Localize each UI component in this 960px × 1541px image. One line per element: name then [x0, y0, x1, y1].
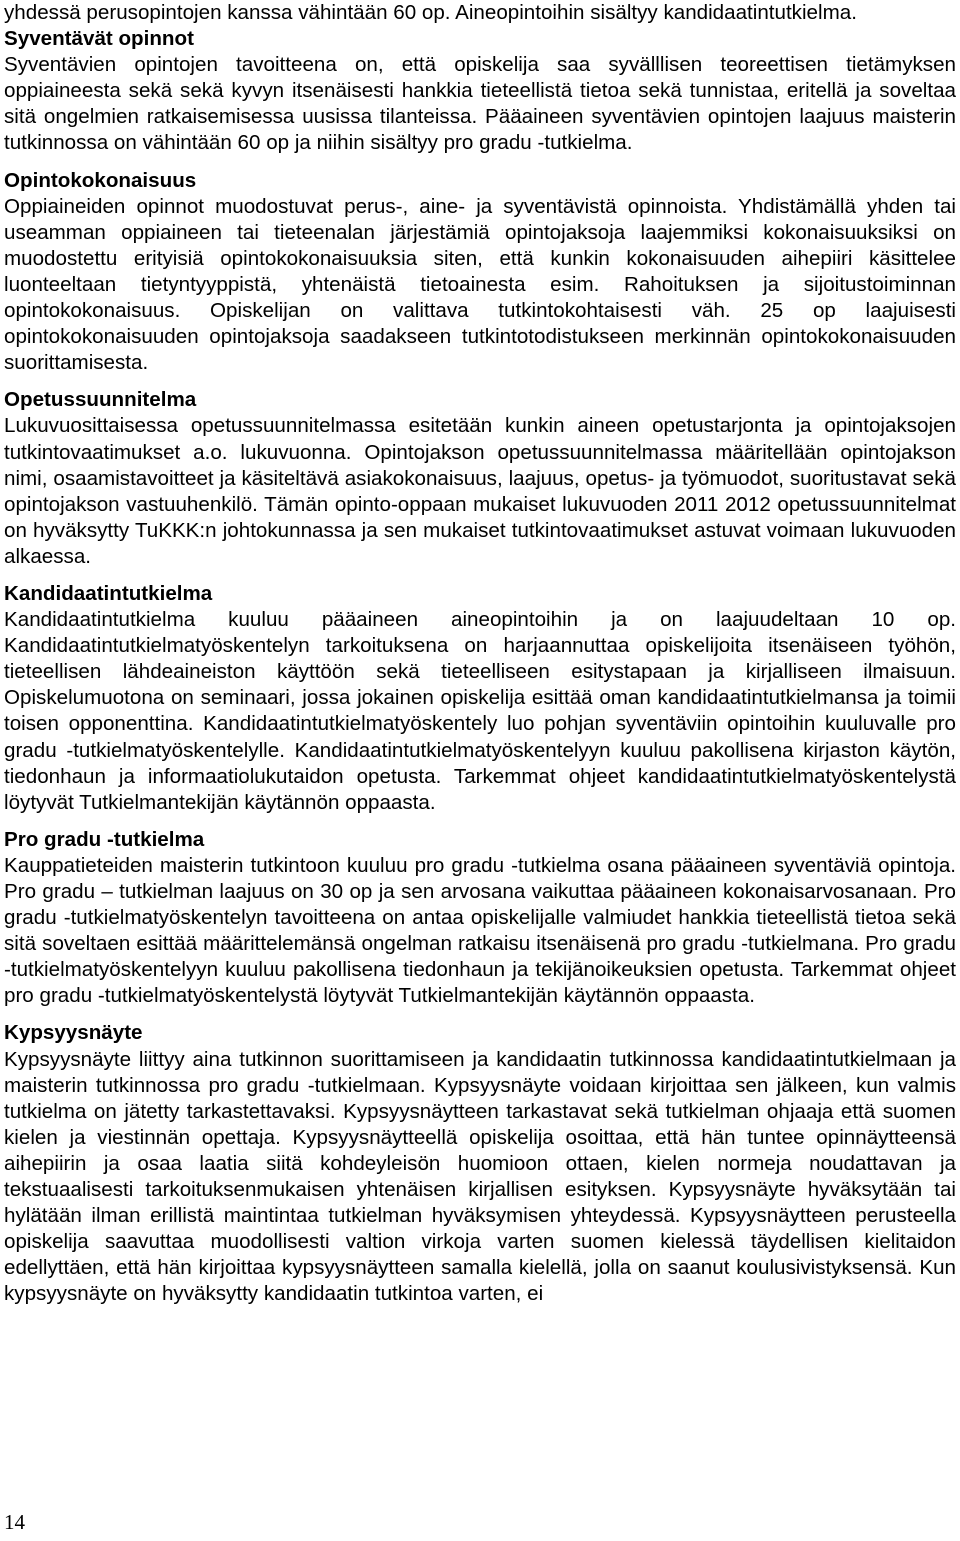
page-number: 14: [4, 1510, 25, 1534]
section-body: Syventävien opintojen tavoitteena on, että opiskelija saa syvälllisen teoreettisen tietämyksen oppiaineesta sekä sekä kyvyn itsenäisesti hankkia tieteellistä tietoa sekä tunnistaa, eritellä ja soveltaa sitä ongelmien ratkaisemisessa uusissa tilanteissa. Pääaineen syventävien opintojen laajuus maisterin tutkinnossa on vähintään 60 op ja niihin sisältyy pro gradu -tutkielma.: [4, 53, 956, 155]
section-body: Oppiaineiden opinnot muodostuvat perus-, aine- ja syventävistä opinnoista. Yhdistämällä yhden tai useamman oppiaineen tai tieteenalan järjestämiä opintojaksoja laajemmiksi kokonaisuuksiksi on muodostettu erityisiä opintokokonaisuuksia siten, että kunkin kokonaisuuden aihepiiri käsittelee luonteeltaan tietyntyyppistä, yhtenäistä tietoainesta esim. Rahoituksen ja sijoitustoiminnan opintokokonaisuus. Opiskelijan on valittava tutkintokohtaisesti väh. 25 op laajuisesti opintokokonaisuuden opintojaksoja saadakseen tutkintotodistukseen merkinnän opintokokonaisuuden suorittamisesta.: [4, 194, 956, 375]
section-body: Lukuvuosittaisessa opetussuunnitelmassa esitetään kunkin aineen opetustarjonta ja opintojaksojen tutkintovaatimukset a.o. lukuvuonna. Opintojakson opetussuunnitelmassa määritellään opintojakson nimi, osaamistavoitteet ja käsiteltävä asiakokonaisuus, laajuus, opetus- ja työmuodot, suoritustavat sekä opintojakson vastuuhenkilö. Tämän opinto-oppaan mukaiset lukuvuoden 2011 2012 opetussuunnitelmat on hyväksytty TuKKK:n johtokunnassa ja sen mukaiset tutkintovaatimukset astuvat voimaan lukuvuoden alkaessa.: [4, 414, 956, 568]
section-opetussuunnitelma: [4, 387, 956, 570]
section-body: Kypsyysnäyte liittyy aina tutkinnon suorittamiseen ja kandidaatin tutkinnossa kandidaatintutkielmaan ja maisterin tutkinnossa pro gradu -tutkielmaan. Kypsyysnäyte voidaan kirjoittaa sen jälkeen, kun valmis tutkielma on jätetty tarkastettavaksi. Kypsyysnäytteen tarkastavat sekä tutkielman ohjaaja että suomen kielen ja viestinnän opettaja. Kypsyysnäytteellä opiskelija osoittaa, että hän tuntee opinnäytteensä aihepiirin ja osaa laatia siitä kohdeyleisön huomioon ottaen, kielen normeja noudattavan ja tekstuaalisesti tarkoituksenmukaisen yhtenäisen kirjallisen esityksen. Kypsyysnäyte hyväksytään tai hylätään ilman erillistä maintintaa tutkielman hyväksymisen yhteydessä. Kypsyysnäytteen perusteella opiskelija saavuttaa muodollisesti valtion virkoja varten suomen kielessä täydellisen kielitaidon edellyttäen, että hän kirjoittaa kypsyysnäytteen samalla kielellä, jolla on saanut koulusivistyksensä. Kun kypsyysnäyte on hyväksytty kandidaatin tutkintoa varten, ei: [4, 1047, 956, 1306]
section-heading: Syventävät opinnot: [4, 27, 194, 51]
section-kandidaatintutkielma: [4, 581, 956, 816]
section-pro-gradu-tutkielma: [4, 827, 956, 1010]
intro-paragraph: yhdessä perusopintojen kanssa vähintään 60 op. Aineopintoihin sisältyy kandidaatintutkielma.: [4, 1, 857, 24]
section-heading: Opintokokonaisuus: [4, 168, 197, 192]
section-body: Kandidaatintutkielma kuuluu pääaineen aineopintoihin ja on laajuudeltaan 10 op. Kandidaatintutkielmatyöskentelyn tarkoituksena on harjaannuttaa opiskelijoita itsenäiseen työhön, tieteellisen lähdeaineiston käyttöön sekä tieteelliseen esitystapaan ja kirjalliseen ilmaisuun. Opiskelumuotona on seminaari, jossa jokainen opiskelija esittää oman kandidaatintutkielmansa ja toimii toisen opponenttina. Kandidaatintutkielmatyöskentely luo pohjan syventäviin opintoihin kuuluvalle pro gradu -tutkielmatyöskentelylle. Kandidaatintutkielmatyöskentelyyn kuuluu pakollisena kirjaston käytön, tiedonhaun ja informaatiolukutaidon opetusta. Tarkemmat ohjeet kandidaatintutkielmatyöskentelystä löytyvät Tutkielmantekijän käytännön oppaasta.: [4, 608, 956, 814]
section-heading: Kandidaatintutkielma: [4, 581, 213, 605]
section-heading: Opetussuunnitelma: [4, 388, 197, 412]
section-opintokokonaisuus: [4, 168, 956, 377]
section-kypsyysnayte: [4, 1020, 956, 1307]
section-heading: Kypsyysnäyte: [4, 1021, 143, 1045]
section-body: Kauppatieteiden maisterin tutkintoon kuuluu pro gradu -tutkielma osana pääaineen syventäviä opintoja. Pro gradu – tutkielman laajuus on 30 op ja sen arvosana vaikuttaa pääaineen kokonaisarvosanaan. Pro gradu -tutkielmatyöskentelyn tavoitteena on antaa opiskelijalle valmiudet hankkia tieteellistä tietoa sekä sitä soveltaen esittää määrittelemänsä ongelman ratkaisu itsenäisenä pro gradu -tutkielmana. Pro gradu -tutkielmatyöskentelyyn kuuluu pakollisena tiedonhaun ja tekijänoikeuksien opetusta. Tarkemmat ohjeet pro gradu -tutkielmatyöskentelystä löytyvät Tutkielmantekijän käytännön oppaasta.: [4, 853, 956, 1008]
section-heading: Pro gradu -tutkielma: [4, 827, 205, 851]
document-page: [4, 0, 956, 1308]
section-syventavat-opinnot: [4, 26, 956, 156]
